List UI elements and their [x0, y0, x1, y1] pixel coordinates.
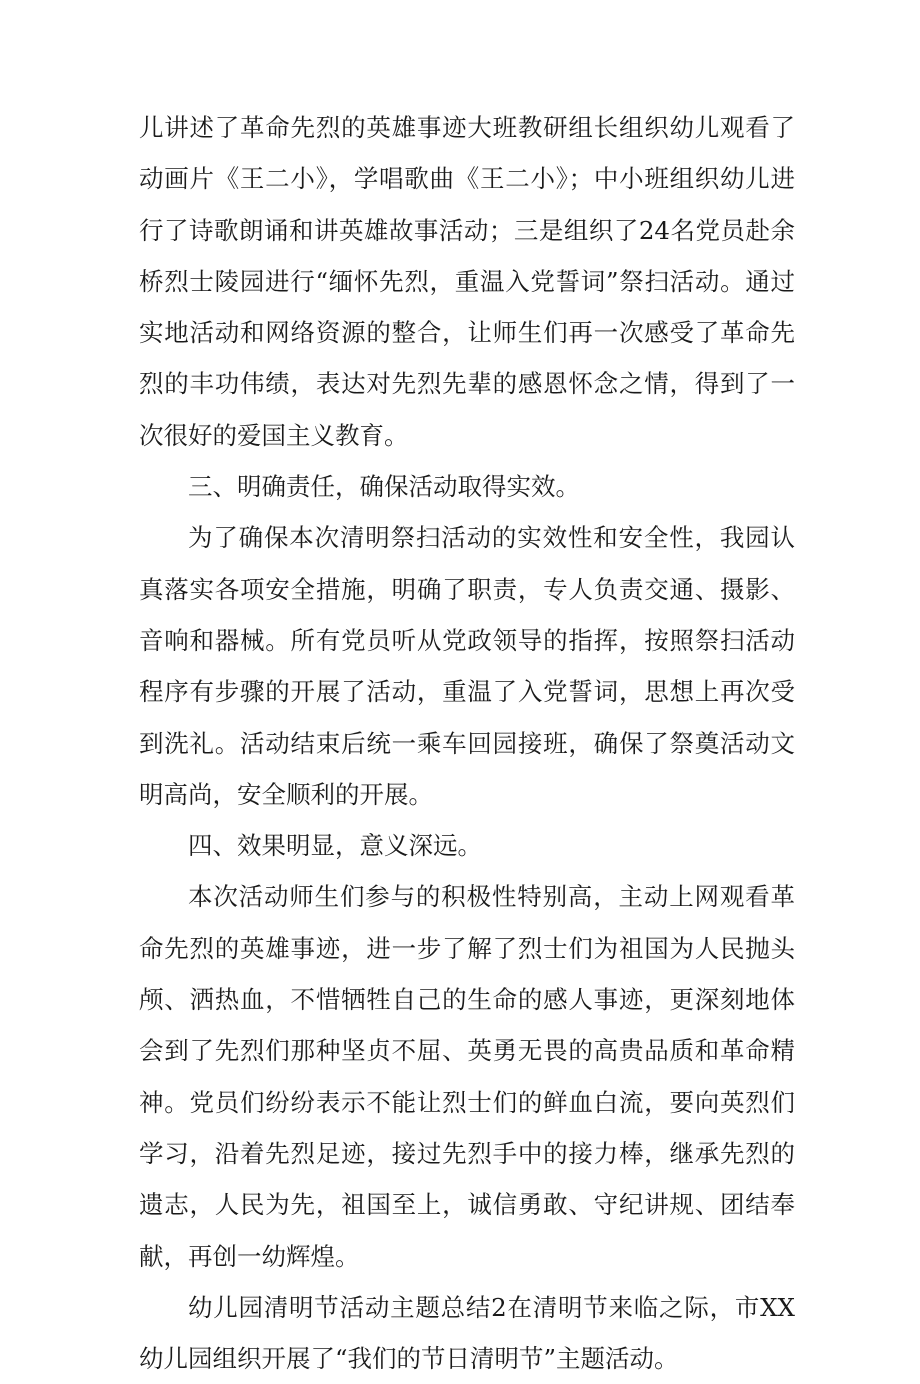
paragraph-safety-measures: 为了确保本次清明祭扫活动的实效性和安全性，我园认真落实各项安全措施，明确了职责，专人负责交通、摄影、音响和器械。所有党员听从党政领导的指挥，按照祭扫活动程序有步骤的开展了活动，重温了入党誓词，思想上再次受到洗礼。活动结束后统一乘车回园接班，确保了祭奠活动文明高尚，安全顺利的开展。 — [139, 523, 795, 809]
document-body — [139, 102, 795, 1384]
section-heading-effects: 四、效果明显，意义深远。 — [188, 831, 482, 861]
paragraph-activities-continued: 儿讲述了革命先烈的英雄事迹大班教研组长组织幼儿观看了动画片《王二小》，学唱歌曲《王二小》；中小班组织幼儿进行了诗歌朗诵和讲英雄故事活动；三是组织了24名党员赴余桥烈士陵园进行“缅怀先烈，重温入党誓词”祭扫活动。通过实地活动和网络资源的整合，让师生们再一次感受了革命先烈的丰功伟绩，表达对先烈先辈的感恩怀念之情，得到了一次很好的爱国主义教育。 — [139, 113, 795, 450]
paragraph-summary-2: 幼儿园清明节活动主题总结2在清明节来临之际，市XX幼儿园组织开展了“我们的节日清明节”主题活动。 — [139, 1292, 795, 1374]
paragraph-participation: 本次活动师生们参与的积极性特别高，主动上网观看革命先烈的英雄事迹，进一步了解了烈士们为祖国为人民抛头颅、洒热血，不惜牺牲自己的生命的感人事迹，更深刻地体会到了先烈们那种坚贞不屈、英勇无畏的高贵品质和革命精神。党员们纷纷表示不能让烈士们的鲜血白流，要向英烈们学习，沿着先烈足迹，接过先烈手中的接力棒，继承先烈的遗志，人民为先，祖国至上，诚信勇敢、守纪讲规、团结奉献，再创一幼辉煌。 — [139, 882, 795, 1271]
section-heading-responsibility: 三、明确责任，确保活动取得实效。 — [188, 472, 580, 502]
